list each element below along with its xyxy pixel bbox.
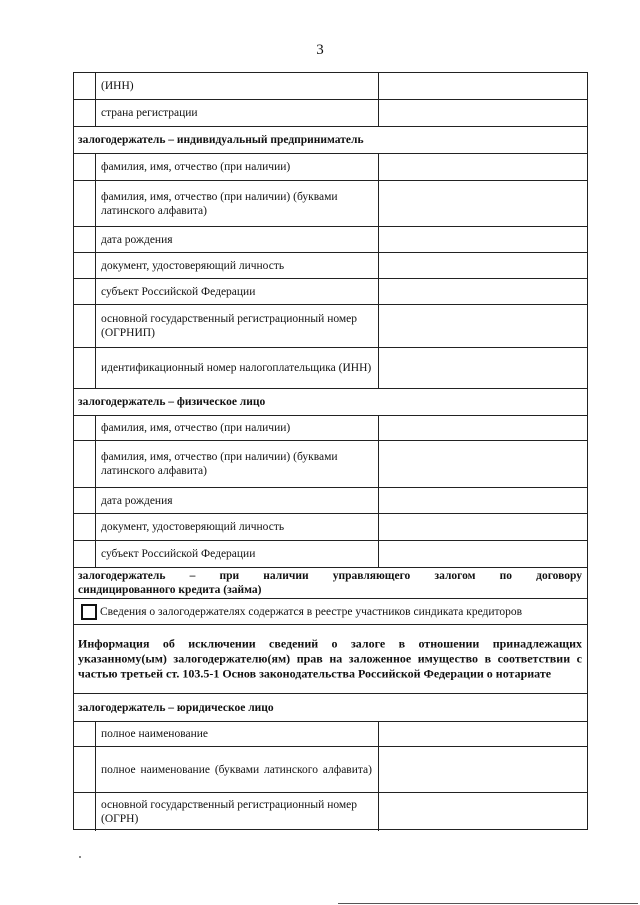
- field-value-cell[interactable]: [379, 793, 587, 831]
- field-row: [74, 180, 587, 226]
- checkbox-label: Сведения о залогодержателях содержатся в реестре участников синдиката кредиторов: [100, 605, 523, 618]
- field-label-cell: [96, 722, 379, 746]
- section-heading: залогодержатель – физическое лицо: [78, 396, 266, 408]
- section-heading-row: [74, 693, 587, 721]
- field-label: основной государственный регистрационный номер (ОГРНИП): [101, 313, 358, 339]
- indent-cell: [74, 747, 96, 792]
- field-label: фамилия, имя, отчество (при наличии) (буквами латинского алфавита): [101, 190, 338, 217]
- section-heading-row: [74, 126, 587, 153]
- field-label-cell: [96, 279, 379, 304]
- field-value-cell[interactable]: [379, 181, 587, 226]
- field-label: документ, удостоверяющий личность: [101, 521, 285, 533]
- field-row: [74, 304, 587, 347]
- field-value-cell[interactable]: [379, 348, 587, 388]
- section-heading: залогодержатель – юридическое лицо: [78, 701, 274, 714]
- scan-edge-line: [338, 903, 638, 904]
- field-label-cell: [96, 181, 379, 226]
- field-label-cell: [96, 514, 379, 540]
- field-value-cell[interactable]: [379, 541, 587, 567]
- field-value-cell[interactable]: [379, 305, 587, 347]
- field-row: [74, 746, 587, 792]
- field-label-cell: [96, 305, 379, 347]
- syndicate-registry-row: [74, 598, 587, 624]
- field-label: фамилия, имя, отчество (при наличии): [101, 161, 291, 173]
- indent-cell: [74, 181, 96, 226]
- field-row: [74, 278, 587, 304]
- exclusion-info-heading: Информация об исключении сведений о залоге в отношении принадлежащих указанному(ым) залогодержателю(ям) прав на заложенное имущество в соответствии с частью третьей ст. 103.5-1 Основ законодательства Российской Федерации о нотариате: [78, 636, 582, 681]
- field-label: полное наименование (буквами латинского алфавита): [101, 763, 372, 776]
- indent-cell: [74, 514, 96, 540]
- section-heading-line: залогодержатель – при наличии управляющего залогом по договору: [78, 570, 582, 582]
- indent-cell: [74, 305, 96, 347]
- section-heading-row: [74, 567, 587, 598]
- field-row: [74, 415, 587, 440]
- field-value-cell[interactable]: [379, 73, 587, 99]
- field-row: [74, 792, 587, 831]
- field-row: [74, 153, 587, 180]
- field-label-cell: [96, 441, 379, 487]
- field-label: идентификационный номер налогоплательщика (ИНН): [101, 362, 372, 374]
- field-row: [74, 721, 587, 746]
- field-label-cell: [96, 73, 379, 99]
- indent-cell: [74, 722, 96, 746]
- field-row: [74, 540, 587, 567]
- field-row: [74, 440, 587, 487]
- field-row: [74, 252, 587, 278]
- section-heading: залогодержатель – индивидуальный предприниматель: [78, 134, 364, 146]
- indent-cell: [74, 100, 96, 126]
- indent-cell: [74, 348, 96, 388]
- field-value-cell[interactable]: [379, 441, 587, 487]
- field-label: фамилия, имя, отчество (при наличии): [101, 422, 291, 434]
- field-label: дата рождения: [101, 494, 173, 507]
- field-value-cell[interactable]: [379, 416, 587, 440]
- indent-cell: [74, 441, 96, 487]
- field-row: [74, 226, 587, 252]
- indent-cell: [74, 279, 96, 304]
- field-row: [74, 513, 587, 540]
- field-value-cell[interactable]: [379, 100, 587, 126]
- field-row: [74, 347, 587, 388]
- field-label-cell: [96, 154, 379, 180]
- field-label-cell: [96, 253, 379, 278]
- field-label: субъект Российской Федерации: [101, 548, 256, 560]
- indent-cell: [74, 488, 96, 513]
- syndicate-registry-checkbox[interactable]: [81, 604, 97, 620]
- field-label: фамилия, имя, отчество (при наличии) (буквами латинского алфавита): [101, 451, 338, 477]
- field-label-cell: [96, 100, 379, 126]
- field-label-cell: [96, 793, 379, 831]
- field-label-cell: [96, 348, 379, 388]
- section-heading-row: [74, 388, 587, 415]
- section-heading: [78, 569, 582, 597]
- scan-speck: [79, 856, 81, 858]
- field-value-cell[interactable]: [379, 227, 587, 252]
- field-label: субъект Российской Федерации: [101, 285, 256, 298]
- field-label: страна регистрации: [101, 107, 198, 119]
- field-value-cell[interactable]: [379, 279, 587, 304]
- section-heading-line: синдицированного кредита (займа): [78, 584, 262, 596]
- field-value-cell[interactable]: [379, 253, 587, 278]
- field-label-cell: [96, 541, 379, 567]
- field-label: полное наименование: [101, 728, 209, 740]
- field-value-cell[interactable]: [379, 154, 587, 180]
- indent-cell: [74, 416, 96, 440]
- page-number: 3: [316, 42, 324, 58]
- field-value-cell[interactable]: [379, 747, 587, 792]
- field-label-cell: [96, 416, 379, 440]
- field-row: [74, 487, 587, 513]
- indent-cell: [74, 253, 96, 278]
- field-row: [74, 99, 587, 126]
- field-label-cell: [96, 488, 379, 513]
- field-label: документ, удостоверяющий личность: [101, 259, 285, 272]
- indent-cell: [74, 541, 96, 567]
- field-label-cell: [96, 227, 379, 252]
- field-label: дата рождения: [101, 233, 173, 246]
- exclusion-info-row: [74, 624, 587, 693]
- indent-cell: [74, 793, 96, 831]
- field-value-cell[interactable]: [379, 488, 587, 513]
- field-label: основной государственный регистрационный номер (ОГРН): [101, 799, 358, 825]
- field-value-cell[interactable]: [379, 514, 587, 540]
- field-label: (ИНН): [101, 80, 134, 92]
- pledgee-form-table: [73, 72, 588, 830]
- field-row: [74, 73, 587, 99]
- indent-cell: [74, 154, 96, 180]
- indent-cell: [74, 227, 96, 252]
- indent-cell: [74, 73, 96, 99]
- field-value-cell[interactable]: [379, 722, 587, 746]
- field-label-cell: [96, 747, 379, 792]
